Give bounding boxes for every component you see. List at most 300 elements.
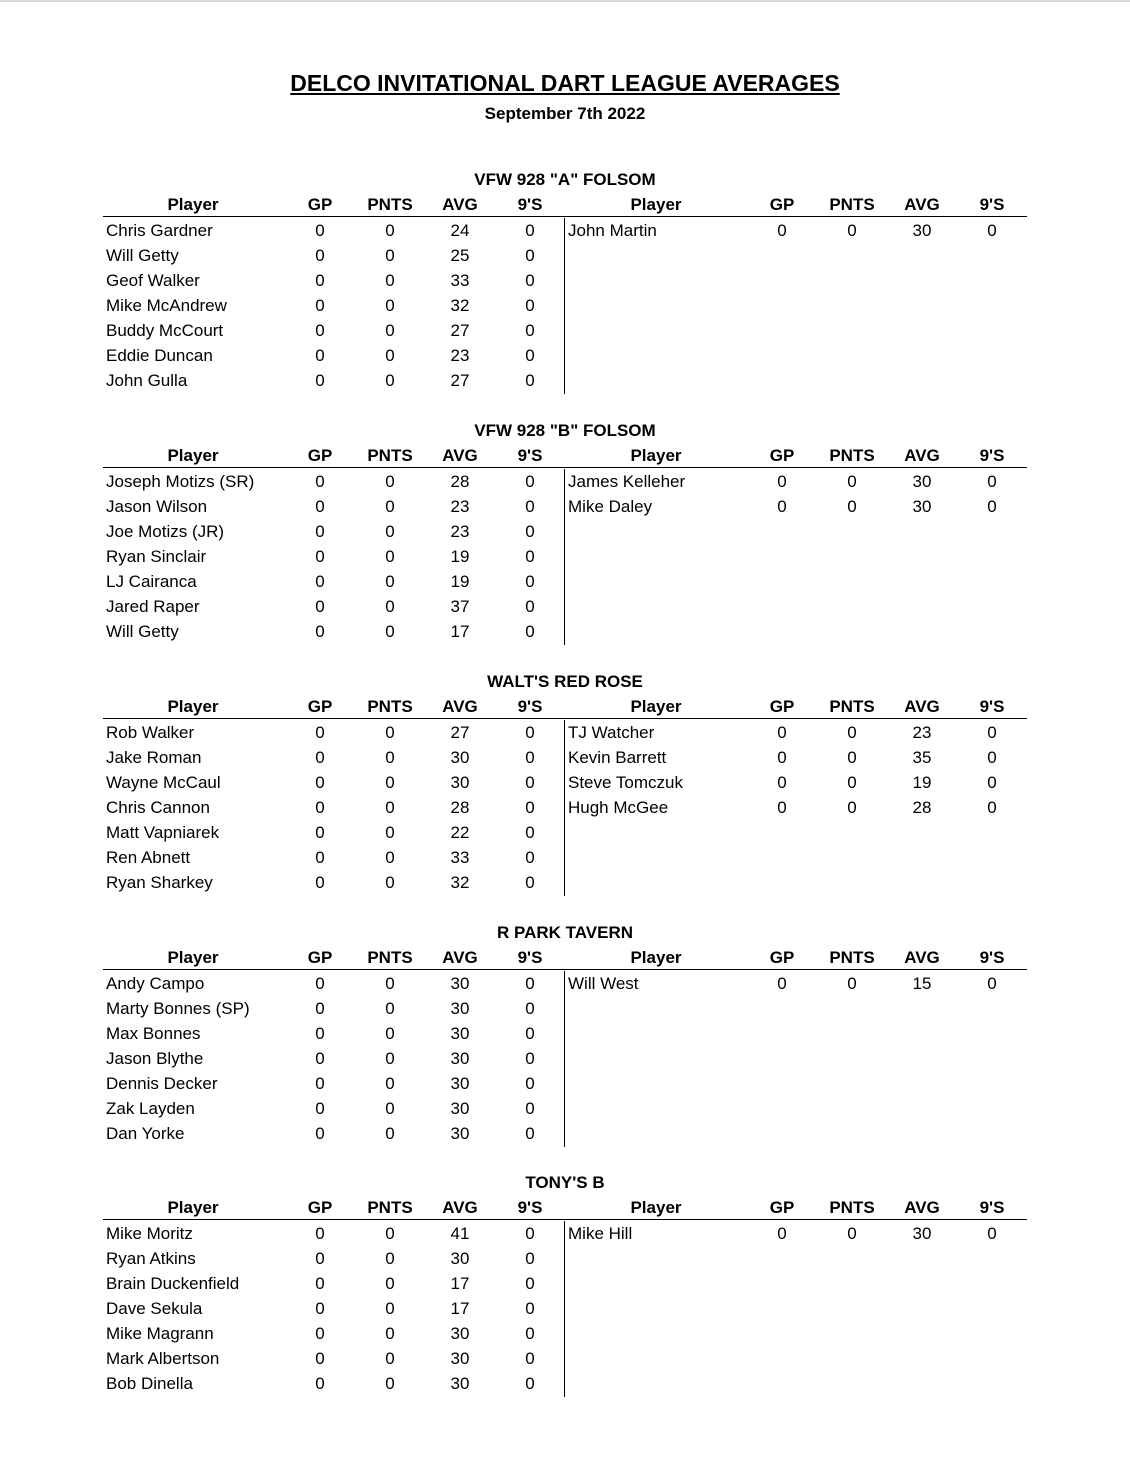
player-avg: 30: [912, 472, 932, 491]
player-row: [103, 293, 1027, 318]
player-row: [103, 1046, 1027, 1071]
player-nines: 0: [525, 1224, 535, 1243]
column-header-gp: GP: [307, 697, 333, 716]
player-nines: 0: [525, 1124, 535, 1143]
player-name: Dennis Decker: [106, 1074, 218, 1093]
player-nines: 0: [525, 723, 535, 742]
player-pnts: 0: [847, 497, 857, 516]
player-row: [103, 1096, 1027, 1121]
player-avg: 30: [450, 1374, 470, 1393]
player-row: [103, 343, 1027, 368]
player-avg: 23: [450, 346, 470, 365]
player-name: Mike Daley: [568, 497, 653, 516]
column-header-pnts: PNTS: [829, 1198, 875, 1217]
player-gp: 0: [777, 974, 787, 993]
column-header-avg: AVG: [442, 948, 478, 967]
player-gp: 0: [315, 1049, 325, 1068]
player-avg: 30: [912, 1224, 932, 1243]
column-header-pnts: PNTS: [829, 948, 875, 967]
column-header-gp: GP: [769, 446, 795, 465]
team-section: [103, 421, 1027, 651]
player-name: TJ Watcher: [568, 723, 655, 742]
column-header-gp: GP: [307, 948, 333, 967]
column-header-player: Player: [630, 697, 682, 716]
player-name: Max Bonnes: [106, 1024, 201, 1043]
player-name: Ryan Atkins: [106, 1249, 196, 1268]
column-header-player: Player: [167, 446, 219, 465]
player-nines: 0: [525, 371, 535, 390]
player-gp: 0: [315, 823, 325, 842]
column-header-nines: 9'S: [517, 697, 543, 716]
column-header-row: [103, 1197, 1027, 1220]
player-avg: 28: [450, 798, 470, 817]
page-title: DELCO INVITATIONAL DART LEAGUE AVERAGES: [290, 70, 840, 96]
player-row: [103, 243, 1027, 268]
player-name: Geof Walker: [106, 271, 200, 290]
player-gp: 0: [315, 723, 325, 742]
player-avg: 32: [450, 873, 470, 892]
player-pnts: 0: [385, 873, 395, 892]
player-avg: 23: [450, 497, 470, 516]
player-nines: 0: [525, 1349, 535, 1368]
player-name: Bob Dinella: [106, 1374, 193, 1393]
player-row: [103, 745, 1027, 770]
column-header-player: Player: [630, 1198, 682, 1217]
player-gp: 0: [315, 873, 325, 892]
player-avg: 19: [450, 572, 470, 591]
player-nines: 0: [525, 321, 535, 340]
player-gp: 0: [315, 848, 325, 867]
player-nines: 0: [525, 748, 535, 767]
player-row: [103, 1246, 1027, 1271]
player-avg: 30: [450, 974, 470, 993]
team-roster: [103, 469, 1027, 647]
player-row: [103, 494, 1027, 519]
player-row: [103, 1296, 1027, 1321]
team-name: WALT'S RED ROSE: [487, 672, 643, 691]
player-gp: 0: [315, 1299, 325, 1318]
player-name: Rob Walker: [106, 723, 195, 742]
player-pnts: 0: [385, 572, 395, 591]
player-pnts: 0: [385, 472, 395, 491]
player-row: [103, 1121, 1027, 1146]
player-avg: 19: [450, 547, 470, 566]
player-row: [103, 996, 1027, 1021]
player-name: John Gulla: [106, 371, 188, 390]
player-pnts: 0: [385, 773, 395, 792]
player-name: Ryan Sinclair: [106, 547, 207, 566]
player-row: [103, 268, 1027, 293]
player-nines: 0: [525, 597, 535, 616]
player-name: Mike Magrann: [106, 1324, 214, 1343]
player-pnts: 0: [385, 346, 395, 365]
player-avg: 41: [450, 1224, 470, 1243]
column-header-avg: AVG: [442, 446, 478, 465]
player-name: Ryan Sharkey: [106, 873, 213, 892]
column-header-avg: AVG: [904, 948, 940, 967]
column-header-pnts: PNTS: [367, 948, 413, 967]
column-header-nines: 9'S: [979, 195, 1005, 214]
player-name: Jared Raper: [106, 597, 200, 616]
player-nines: 0: [525, 547, 535, 566]
player-row: [103, 368, 1027, 393]
column-header-gp: GP: [769, 697, 795, 716]
player-name: LJ Cairanca: [106, 572, 197, 591]
player-gp: 0: [315, 522, 325, 541]
player-avg: 19: [912, 773, 932, 792]
player-name: Matt Vapniarek: [106, 823, 220, 842]
player-pnts: 0: [385, 723, 395, 742]
column-header-avg: AVG: [904, 1198, 940, 1217]
column-header-gp: GP: [307, 195, 333, 214]
column-header-pnts: PNTS: [367, 1198, 413, 1217]
player-pnts: 0: [847, 723, 857, 742]
player-pnts: 0: [847, 798, 857, 817]
player-pnts: 0: [385, 497, 395, 516]
player-name: Chris Cannon: [106, 798, 210, 817]
player-pnts: 0: [385, 1299, 395, 1318]
player-name: Wayne McCaul: [106, 773, 221, 792]
player-nines: 0: [525, 246, 535, 265]
column-header-gp: GP: [769, 948, 795, 967]
column-header-avg: AVG: [442, 195, 478, 214]
page-top-border: [0, 0, 1130, 2]
player-gp: 0: [315, 1324, 325, 1343]
player-avg: 15: [912, 974, 932, 993]
player-nines: 0: [525, 472, 535, 491]
player-name: Zak Layden: [106, 1099, 195, 1118]
player-row: [103, 845, 1027, 870]
player-gp: 0: [315, 999, 325, 1018]
player-gp: 0: [315, 271, 325, 290]
player-gp: 0: [315, 572, 325, 591]
player-nines: 0: [525, 873, 535, 892]
team-roster: [103, 720, 1027, 898]
player-gp: 0: [315, 1124, 325, 1143]
player-gp: 0: [315, 1349, 325, 1368]
column-header-nines: 9'S: [517, 948, 543, 967]
column-header-nines: 9'S: [979, 446, 1005, 465]
player-nines: 0: [987, 773, 997, 792]
player-name: Will Getty: [106, 246, 179, 265]
player-name: Chris Gardner: [106, 221, 213, 240]
player-avg: 27: [450, 321, 470, 340]
team-name: TONY'S B: [525, 1173, 605, 1192]
player-row: [103, 1021, 1027, 1046]
player-row: [103, 1071, 1027, 1096]
column-header-player: Player: [167, 1198, 219, 1217]
player-pnts: 0: [385, 597, 395, 616]
player-pnts: 0: [385, 321, 395, 340]
player-nines: 0: [525, 1074, 535, 1093]
player-nines: 0: [525, 848, 535, 867]
player-avg: 27: [450, 723, 470, 742]
player-pnts: 0: [385, 296, 395, 315]
player-nines: 0: [525, 974, 535, 993]
player-gp: 0: [777, 723, 787, 742]
player-pnts: 0: [385, 547, 395, 566]
player-nines: 0: [525, 1324, 535, 1343]
player-row: [103, 594, 1027, 619]
player-gp: 0: [315, 1024, 325, 1043]
player-row: [103, 1346, 1027, 1371]
player-pnts: 0: [385, 1074, 395, 1093]
column-header-pnts: PNTS: [367, 697, 413, 716]
player-name: Mark Albertson: [106, 1349, 220, 1368]
player-avg: 30: [450, 773, 470, 792]
player-pnts: 0: [385, 1224, 395, 1243]
player-row: [103, 544, 1027, 569]
column-header-gp: GP: [307, 1198, 333, 1217]
player-nines: 0: [525, 1024, 535, 1043]
player-gp: 0: [315, 798, 325, 817]
player-pnts: 0: [385, 1349, 395, 1368]
player-nines: 0: [525, 522, 535, 541]
column-header-nines: 9'S: [979, 948, 1005, 967]
player-avg: 30: [450, 1249, 470, 1268]
column-header-pnts: PNTS: [367, 446, 413, 465]
player-pnts: 0: [385, 798, 395, 817]
column-header-gp: GP: [769, 1198, 795, 1217]
player-nines: 0: [525, 271, 535, 290]
player-name: Brain Duckenfield: [106, 1274, 240, 1293]
player-gp: 0: [315, 547, 325, 566]
player-gp: 0: [315, 1249, 325, 1268]
player-nines: 0: [987, 221, 997, 240]
player-nines: 0: [987, 1224, 997, 1243]
player-avg: 17: [450, 1299, 470, 1318]
team-roster: [103, 218, 1027, 396]
player-avg: 28: [912, 798, 932, 817]
player-nines: 0: [525, 622, 535, 641]
player-gp: 0: [315, 597, 325, 616]
player-name: Jason Blythe: [106, 1049, 204, 1068]
column-header-pnts: PNTS: [367, 195, 413, 214]
player-row: [103, 469, 1027, 494]
player-avg: 25: [450, 246, 470, 265]
player-pnts: 0: [847, 748, 857, 767]
player-name: Andy Campo: [106, 974, 205, 993]
player-gp: 0: [315, 371, 325, 390]
player-pnts: 0: [847, 974, 857, 993]
column-header-avg: AVG: [904, 446, 940, 465]
player-pnts: 0: [385, 371, 395, 390]
column-header-pnts: PNTS: [829, 446, 875, 465]
player-pnts: 0: [385, 1024, 395, 1043]
player-nines: 0: [525, 823, 535, 842]
player-nines: 0: [525, 1049, 535, 1068]
column-header-avg: AVG: [442, 1198, 478, 1217]
player-gp: 0: [315, 974, 325, 993]
player-gp: 0: [315, 773, 325, 792]
player-pnts: 0: [385, 271, 395, 290]
player-row: [103, 1221, 1027, 1246]
player-name: John Martin: [568, 221, 657, 240]
player-gp: 0: [777, 497, 787, 516]
player-avg: 30: [450, 1099, 470, 1118]
player-avg: 17: [450, 1274, 470, 1293]
column-header-nines: 9'S: [517, 446, 543, 465]
column-header-player: Player: [167, 195, 219, 214]
player-name: Will West: [568, 974, 639, 993]
player-pnts: 0: [385, 1249, 395, 1268]
player-gp: 0: [777, 472, 787, 491]
player-gp: 0: [315, 472, 325, 491]
player-gp: 0: [315, 1224, 325, 1243]
player-pnts: 0: [385, 1324, 395, 1343]
player-pnts: 0: [385, 748, 395, 767]
player-gp: 0: [315, 1074, 325, 1093]
column-header-pnts: PNTS: [829, 195, 875, 214]
player-name: James Kelleher: [568, 472, 686, 491]
player-pnts: 0: [385, 848, 395, 867]
player-name: Steve Tomczuk: [568, 773, 683, 792]
player-avg: 30: [450, 1349, 470, 1368]
player-avg: 30: [450, 1024, 470, 1043]
player-row: [103, 1321, 1027, 1346]
player-avg: 30: [450, 748, 470, 767]
player-avg: 30: [450, 999, 470, 1018]
column-header-avg: AVG: [904, 697, 940, 716]
player-gp: 0: [315, 748, 325, 767]
player-nines: 0: [987, 974, 997, 993]
player-pnts: 0: [385, 974, 395, 993]
player-nines: 0: [525, 1374, 535, 1393]
team-section: [103, 923, 1027, 1153]
column-header-pnts: PNTS: [829, 697, 875, 716]
player-avg: 35: [912, 748, 932, 767]
player-nines: 0: [525, 999, 535, 1018]
column-header-player: Player: [630, 195, 682, 214]
player-row: [103, 720, 1027, 745]
player-pnts: 0: [385, 1124, 395, 1143]
player-avg: 30: [450, 1074, 470, 1093]
player-avg: 28: [450, 472, 470, 491]
team-roster: [103, 971, 1027, 1149]
player-gp: 0: [315, 296, 325, 315]
player-name: Joe Motizs (JR): [106, 522, 225, 541]
player-gp: 0: [315, 221, 325, 240]
player-name: Hugh McGee: [568, 798, 669, 817]
player-row: [103, 519, 1027, 544]
team-section: [103, 170, 1027, 400]
column-header-gp: GP: [307, 446, 333, 465]
player-gp: 0: [315, 1274, 325, 1293]
player-avg: 27: [450, 371, 470, 390]
player-nines: 0: [525, 1249, 535, 1268]
player-row: [103, 820, 1027, 845]
player-nines: 0: [987, 723, 997, 742]
page-date: September 7th 2022: [484, 104, 646, 123]
player-name: Eddie Duncan: [106, 346, 213, 365]
player-nines: 0: [987, 497, 997, 516]
player-gp: 0: [777, 221, 787, 240]
player-nines: 0: [987, 798, 997, 817]
player-gp: 0: [315, 497, 325, 516]
player-row: [103, 218, 1027, 243]
player-avg: 33: [450, 848, 470, 867]
player-nines: 0: [987, 472, 997, 491]
player-row: [103, 1271, 1027, 1296]
player-nines: 0: [525, 346, 535, 365]
column-header-nines: 9'S: [517, 195, 543, 214]
player-name: Kevin Barrett: [568, 748, 667, 767]
column-header-player: Player: [630, 446, 682, 465]
player-gp: 0: [777, 798, 787, 817]
player-name: Marty Bonnes (SP): [106, 999, 250, 1018]
column-header-row: [103, 445, 1027, 468]
column-header-avg: AVG: [442, 697, 478, 716]
player-avg: 30: [912, 497, 932, 516]
player-row: [103, 770, 1027, 795]
player-avg: 30: [450, 1124, 470, 1143]
player-pnts: 0: [385, 622, 395, 641]
player-pnts: 0: [385, 999, 395, 1018]
player-avg: 22: [450, 823, 470, 842]
player-gp: 0: [777, 773, 787, 792]
player-avg: 30: [450, 1049, 470, 1068]
player-pnts: 0: [385, 1274, 395, 1293]
team-section: [103, 672, 1027, 902]
player-avg: 23: [912, 723, 932, 742]
player-nines: 0: [525, 572, 535, 591]
player-avg: 17: [450, 622, 470, 641]
player-row: [103, 318, 1027, 343]
player-name: Mike McAndrew: [106, 296, 227, 315]
player-row: [103, 795, 1027, 820]
player-avg: 24: [450, 221, 470, 240]
player-pnts: 0: [385, 823, 395, 842]
player-pnts: 0: [385, 1374, 395, 1393]
column-header-gp: GP: [769, 195, 795, 214]
player-name: Jason Wilson: [106, 497, 208, 516]
player-name: Mike Moritz: [106, 1224, 193, 1243]
player-row: [103, 870, 1027, 895]
column-header-avg: AVG: [904, 195, 940, 214]
player-gp: 0: [777, 748, 787, 767]
player-pnts: 0: [385, 1049, 395, 1068]
player-name: Buddy McCourt: [106, 321, 224, 340]
player-avg: 37: [450, 597, 470, 616]
player-name: Joseph Motizs (SR): [106, 472, 255, 491]
column-header-nines: 9'S: [517, 1198, 543, 1217]
player-gp: 0: [315, 246, 325, 265]
player-nines: 0: [525, 1099, 535, 1118]
player-nines: 0: [525, 773, 535, 792]
player-gp: 0: [315, 622, 325, 641]
player-name: Will Getty: [106, 622, 179, 641]
player-gp: 0: [315, 1099, 325, 1118]
player-nines: 0: [525, 296, 535, 315]
player-nines: 0: [987, 748, 997, 767]
column-header-nines: 9'S: [979, 697, 1005, 716]
player-pnts: 0: [385, 522, 395, 541]
player-nines: 0: [525, 221, 535, 240]
player-nines: 0: [525, 497, 535, 516]
player-row: [103, 569, 1027, 594]
player-pnts: 0: [385, 1099, 395, 1118]
player-avg: 23: [450, 522, 470, 541]
team-section: [103, 1173, 1027, 1403]
column-header-row: [103, 194, 1027, 217]
column-header-nines: 9'S: [979, 1198, 1005, 1217]
player-name: Dave Sekula: [106, 1299, 203, 1318]
player-avg: 30: [450, 1324, 470, 1343]
player-name: Mike Hill: [568, 1224, 633, 1243]
team-name: R PARK TAVERN: [497, 923, 633, 942]
column-header-row: [103, 947, 1027, 970]
team-roster: [103, 1221, 1027, 1399]
